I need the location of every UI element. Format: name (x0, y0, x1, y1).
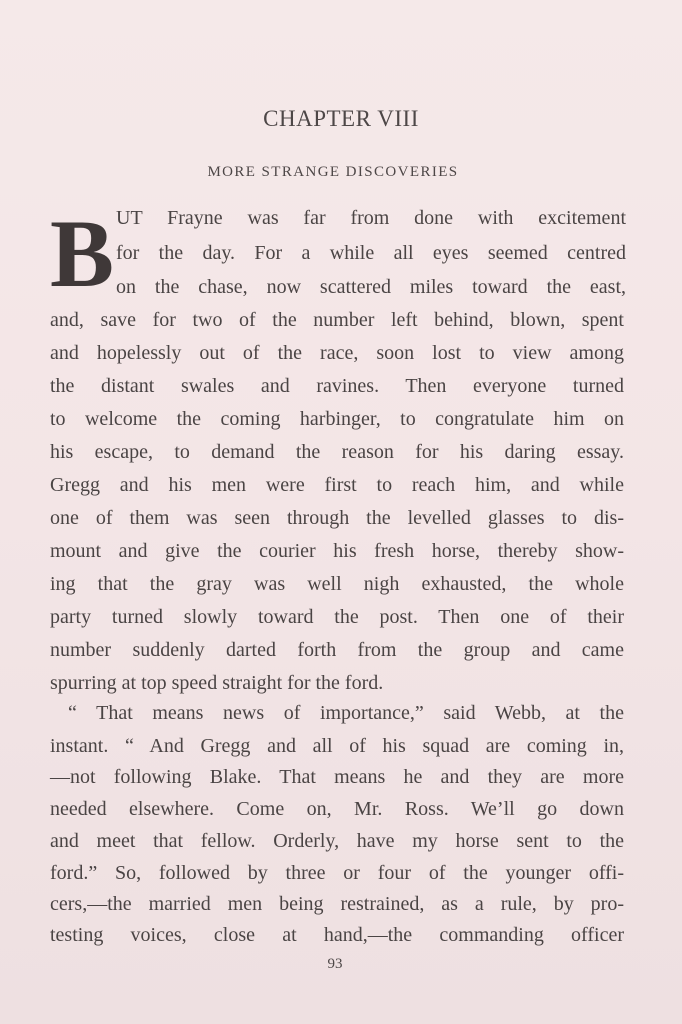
text-line: instant. “ And Gregg and all of his squad are coming in, (50, 735, 624, 757)
text-line: mount and give the courier his fresh horse, thereby show- (50, 540, 624, 562)
text-line: spurring at top speed straight for the ford. (50, 672, 384, 694)
text-line: party turned slowly toward the post. Then one of their (50, 606, 624, 628)
text-line: his escape, to demand the reason for his daring essay. (50, 441, 624, 463)
text-line: on the chase, now scattered miles toward the east, (116, 276, 626, 298)
text-line: “ That means news of importance,” said Webb, at the (68, 702, 624, 724)
text-line: number suddenly darted forth from the group and came (50, 639, 624, 661)
text-line: for the day. For a while all eyes seemed centred (116, 242, 626, 264)
page-number: 93 (327, 956, 343, 972)
chapter-title: CHAPTER VIII (263, 106, 419, 131)
text-line: UT Frayne was far from done with excitement (116, 207, 626, 229)
text-line: and meet that fellow. Orderly, have my horse sent to the (50, 830, 624, 852)
text-line: the distant swales and ravines. Then everyone turned (50, 375, 624, 397)
text-line: —not following Blake. That means he and they are more (50, 766, 624, 788)
text-line: testing voices, close at hand,—the commanding officer (50, 924, 624, 946)
text-line: one of them was seen through the levelled glasses to dis- (50, 507, 624, 529)
text-line: ford.” So, followed by three or four of the younger offi- (50, 862, 624, 884)
text-line: Gregg and his men were first to reach him, and while (50, 474, 624, 496)
text-line: needed elsewhere. Come on, Mr. Ross. We’ll go down (50, 798, 624, 820)
text-line: and, save for two of the number left behind, blown, spent (50, 309, 624, 331)
drop-cap: B (50, 200, 115, 307)
text-line: cers,—the married men being restrained, as a rule, by pro- (50, 893, 624, 915)
text-line: to welcome the coming harbinger, to congratulate him on (50, 408, 624, 430)
chapter-subtitle: MORE STRANGE DISCOVERIES (207, 164, 459, 180)
text-line: and hopelessly out of the race, soon lost to view among (50, 342, 624, 364)
text-line: ing that the gray was well nigh exhausted, the whole (50, 573, 624, 595)
